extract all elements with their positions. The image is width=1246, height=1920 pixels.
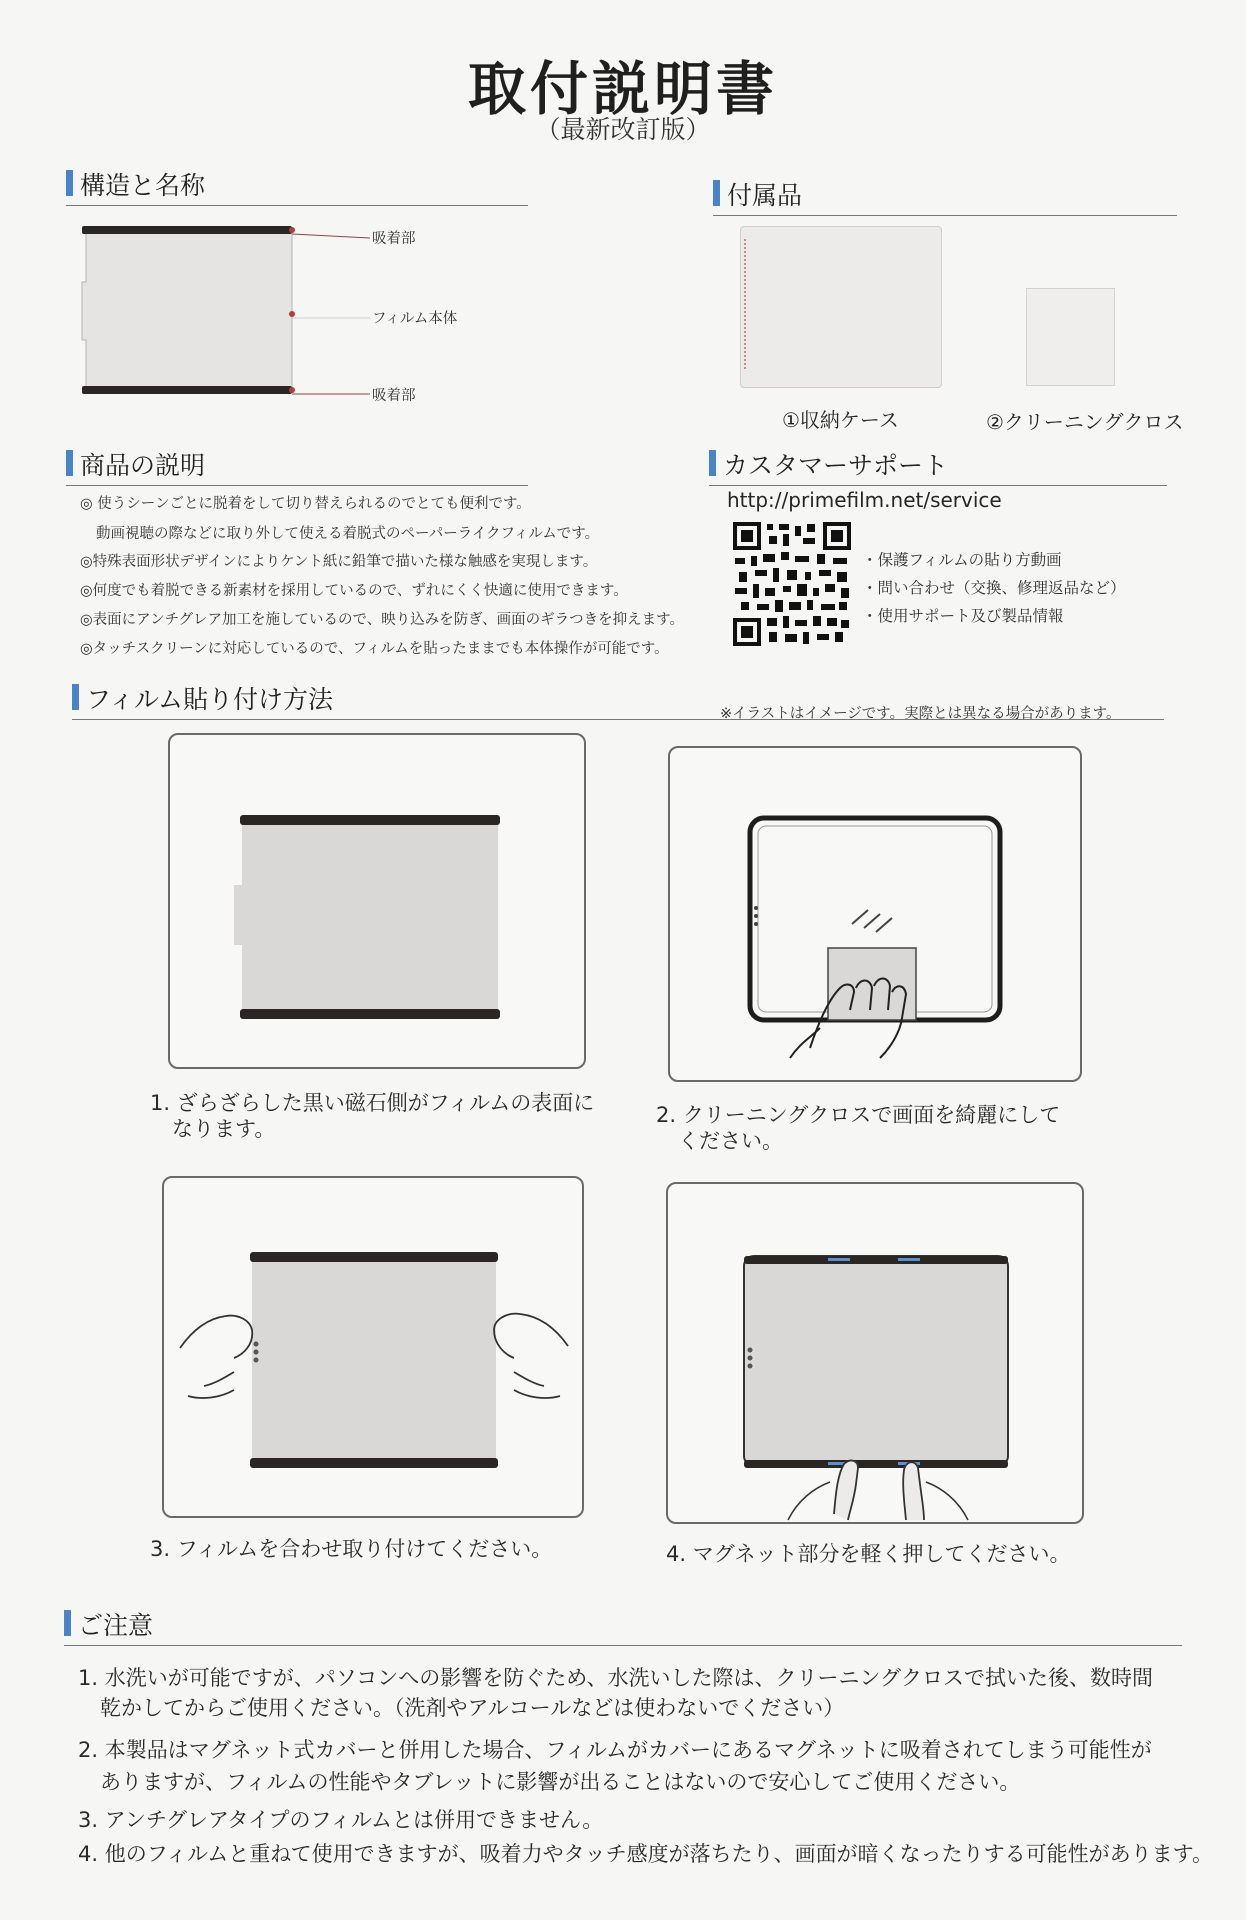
- page-title: 取付説明書: [467, 55, 778, 123]
- caution-line-2: 乾かしてからご使用ください。（洗剤やアルコールなどは使わないでください）: [100, 1696, 845, 1720]
- section-heading-support: カスタマーサポート: [709, 446, 1167, 486]
- caution-line-1: 1. 水洗いが可能ですが、パソコンへの影響を防ぐため、水洗いした際は、クリーニングクロスで拭いた後、数時間: [78, 1666, 1154, 1690]
- callout-lines: [292, 226, 372, 398]
- step-1-panel: [168, 733, 586, 1069]
- label-suction-bottom: 吸着部: [372, 388, 416, 404]
- support-item-inquiry: ・問い合わせ（交換、修理返品など）: [862, 579, 1126, 597]
- caution-line-5: 3. アンチグレアタイプのフィルムとは併用できません。: [78, 1808, 604, 1832]
- product-line-2: 動画視聴の際などに取り外して使える着脱式のペーパーライクフィルムです。: [96, 526, 600, 542]
- product-line-6: ◎タッチスクリーンに対応しているので、フィルムを貼ったままでも本体操作が可能です。: [80, 641, 669, 657]
- label-suction-top: 吸着部: [372, 231, 416, 247]
- storage-case-image: [740, 226, 942, 388]
- step-4-panel: [666, 1182, 1084, 1524]
- step-1-illustration: [170, 735, 584, 1067]
- label-film-body: フィルム本体: [372, 311, 458, 327]
- step-2-caption-line1: 2. クリーニングクロスで画面を綺麗にして: [656, 1103, 1061, 1127]
- illustration-disclaimer: ※イラストはイメージです。実際とは異なる場合があります。: [720, 706, 1121, 722]
- accessory-label-case: ①収納ケース: [782, 408, 899, 432]
- step-2-panel: [668, 746, 1082, 1082]
- product-line-4: ◎何度でも着脱できる新素材を採用しているので、ずれにくく快適に使用できます。: [80, 583, 628, 599]
- step-3-panel: [162, 1176, 584, 1518]
- product-line-1: ◎ 使うシーンごとに脱着をして切り替えられるのでとても便利です。: [80, 496, 531, 512]
- support-item-video: ・保護フィルムの貼り方動画: [862, 551, 1062, 569]
- step-1-caption-line1: 1. ざらざらした黒い磁石側がフィルムの表面に: [150, 1091, 595, 1115]
- step-4-caption: 4. マグネット部分を軽く押してください。: [666, 1542, 1071, 1566]
- section-heading-caution: ご注意: [64, 1606, 1182, 1646]
- qr-code[interactable]: [733, 522, 851, 646]
- caution-line-4: ありますが、フィルムの性能やタブレットに影響が出ることはないので安心してご使用ください。: [100, 1770, 1021, 1794]
- caution-line-6: 4. 他のフィルムと重ねて使用できますが、吸着力やタッチ感度が落ちたり、画面が暗くなったりする可能性があります。: [78, 1842, 1213, 1866]
- step-2-illustration: [670, 748, 1080, 1080]
- step-2-caption-line2: ください。: [678, 1129, 783, 1153]
- accessory-label-cloth: ②クリーニングクロス: [986, 410, 1184, 434]
- caution-line-3: 2. 本製品はマグネット式カバーと併用した場合、フィルムがカバーにあるマグネットに吸着されてしまう可能性が: [78, 1738, 1152, 1762]
- step-4-illustration: [668, 1184, 1082, 1522]
- step-3-illustration: [164, 1178, 582, 1516]
- product-line-3: ◎特殊表面形状デザインによりケント紙に鉛筆で描いた様な触感を実現します。: [80, 554, 598, 570]
- section-heading-method: フィルム貼り付け方法: [72, 680, 1164, 720]
- section-heading-accessories: 付属品: [713, 176, 1177, 216]
- product-line-5: ◎表面にアンチグレア加工を施しているので、映り込みを防ぎ、画面のギラつきを抑えます。: [80, 612, 684, 628]
- step-1-caption-line2: なります。: [172, 1117, 276, 1141]
- step-3-caption: 3. フィルムを合わせ取り付けてください。: [150, 1537, 553, 1561]
- film-structure-diagram: [78, 222, 300, 397]
- support-item-info: ・使用サポート及び製品情報: [862, 607, 1064, 625]
- support-url[interactable]: http://primefilm.net/service: [727, 488, 1002, 512]
- section-heading-product: 商品の説明: [66, 446, 528, 486]
- section-heading-structure: 構造と名称: [66, 166, 528, 206]
- cleaning-cloth-image: [1026, 288, 1115, 386]
- page-subtitle: （最新改訂版）: [535, 115, 711, 144]
